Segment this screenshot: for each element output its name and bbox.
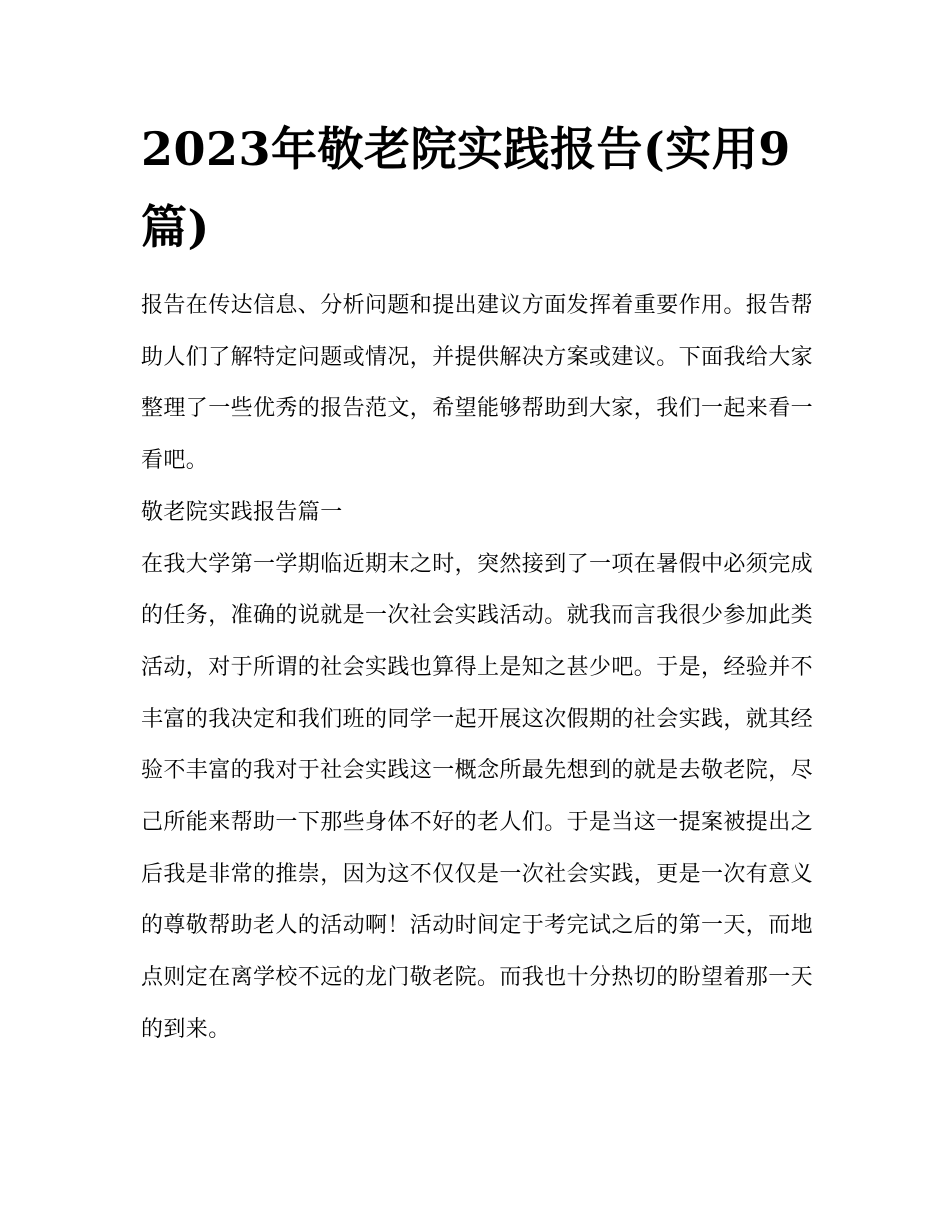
section-body-paragraph: 在我大学第一学期临近期末之时，突然接到了一项在暑假中必须完成的任务，准确的说就是一次社会实践活动。就我而言我很少参加此类活动，对于所谓的社会实践也算得上是知之甚少吧。于是，经验并不丰富的我决定和我们班的同学一起开展这次假期的社会实践，就其经验不丰富的我对于社会实践这一概念所最先想到的就是去敬老院，尽己所能来帮助一下那些身体不好的老人们。于是当这一提案被提出之后我是非常的推崇，因为这不仅仅是一次社会实践，更是一次有意义的尊敬帮助老人的活动啊！活动时间定于考完试之后的第一天，而地点则定在离学校不远的龙门敬老院。而我也十分热切的盼望着那一天的到来。 <box>141 551 814 1042</box>
section-heading: 敬老院实践报告篇一 <box>141 499 343 525</box>
document-title: 2023年敬老院实践报告(实用9篇) <box>141 122 791 254</box>
intro-paragraph: 报告在传达信息、分析问题和提出建议方面发挥着重要作用。报告帮助人们了解特定问题或情况，并提供解决方案或建议。下面我给大家整理了一些优秀的报告范文，希望能够帮助到大家，我们一起来看一看吧。 <box>141 293 814 474</box>
document-content <box>141 110 813 1056</box>
